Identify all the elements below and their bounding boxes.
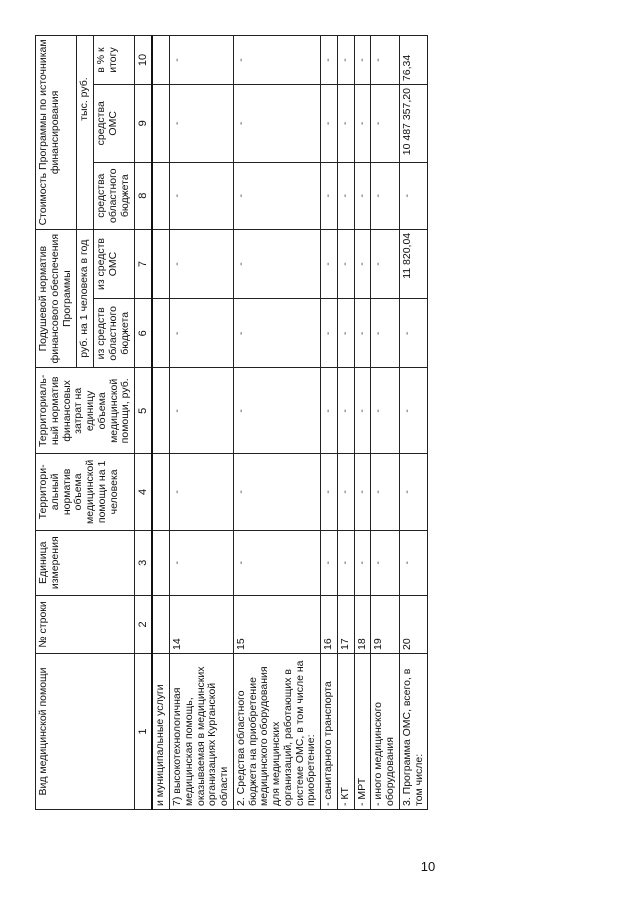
row-v8: - (354, 162, 371, 229)
row-kind: 7) высокотехнологичная медицинская помощь, оказываемая в медицинских организациях Курганской области (170, 653, 234, 809)
header-cost-blank (76, 162, 93, 229)
row-v8: - (371, 162, 400, 229)
header-per-capita-oms: из средств ОМС (94, 229, 135, 298)
row-v4: - (337, 454, 354, 530)
row-v10: - (337, 36, 354, 85)
column-number: 8 (135, 162, 153, 229)
row-unit: - (321, 530, 338, 595)
row-kind: - МРТ (354, 653, 371, 809)
row-unit: - (170, 530, 234, 595)
header-per-capita-unit: руб. на 1 человека в год (76, 229, 93, 368)
table-row (233, 36, 320, 810)
header-cost-budget: средства областного бюджета (94, 162, 135, 229)
column-number-row (135, 36, 153, 810)
row-no: 19 (371, 595, 400, 653)
column-number: 10 (135, 36, 153, 85)
row-v4: - (399, 454, 428, 530)
row-kind: - санитарного транспорта (321, 653, 338, 809)
header-per-capita: Подушевой норматив финансового обеспечения Программы (36, 229, 77, 368)
row-v5: - (371, 368, 400, 454)
row-v8 (152, 162, 169, 229)
header-norm-cost: Территориаль-ный норматив финансовых затрат на единицу объема медицинской помощи, руб. (36, 368, 135, 454)
row-v6: - (233, 299, 320, 368)
column-number: 5 (135, 368, 153, 454)
row-v9 (152, 85, 169, 162)
row-v8: - (170, 162, 234, 229)
row-v5: - (354, 368, 371, 454)
row-no: 18 (354, 595, 371, 653)
row-v9: - (337, 85, 354, 162)
table-row (170, 36, 234, 810)
row-v5: - (321, 368, 338, 454)
row-v6: - (371, 299, 400, 368)
row-v7: - (233, 229, 320, 298)
table-row (354, 36, 371, 810)
row-v5 (152, 368, 169, 454)
header-row-no: № строки (36, 595, 135, 653)
table-row (371, 36, 400, 810)
row-v6: - (321, 299, 338, 368)
header-cost-oms: средства ОМС (94, 85, 135, 162)
row-v9: - (321, 85, 338, 162)
row-v4: - (371, 454, 400, 530)
row-kind: 3. Программа ОМС, всего, в том числе: (399, 653, 428, 809)
row-v5: - (399, 368, 428, 454)
header-cost: Стоимость Программы по источникам финансирования (36, 36, 77, 230)
row-v4 (152, 454, 169, 530)
column-number: 6 (135, 299, 153, 368)
header-norm-volume: Территори-альный норматив объема медицинской помощи на 1 человека (36, 454, 135, 530)
page-number: 10 (420, 859, 436, 874)
row-v9: - (354, 85, 371, 162)
row-v4: - (170, 454, 234, 530)
table-row (337, 36, 354, 810)
row-no: 17 (337, 595, 354, 653)
row-v7: 11 820,04 (399, 229, 428, 298)
row-no (152, 595, 169, 653)
header-unit: Единица измерения (36, 530, 135, 595)
header-per-capita-budget: из средств областного бюджета (94, 299, 135, 368)
table-row (399, 36, 428, 810)
row-v7 (152, 229, 169, 298)
table-row (152, 36, 169, 810)
row-v5: - (337, 368, 354, 454)
row-v8: - (399, 162, 428, 229)
row-no: 16 (321, 595, 338, 653)
row-v10: - (170, 36, 234, 85)
row-v6: - (354, 299, 371, 368)
row-v9: - (371, 85, 400, 162)
header-row-1 (36, 36, 77, 810)
row-v10 (152, 36, 169, 85)
row-unit: - (354, 530, 371, 595)
row-v9: - (170, 85, 234, 162)
row-v10: - (321, 36, 338, 85)
row-v9: 10 487 357,20 (399, 85, 428, 162)
table-row (321, 36, 338, 810)
row-no: 20 (399, 595, 428, 653)
column-number: 4 (135, 454, 153, 530)
header-cost-unit: тыс. руб. (76, 36, 93, 163)
row-kind: и муниципальные услуги (152, 653, 169, 809)
row-unit: - (371, 530, 400, 595)
row-v6: - (170, 299, 234, 368)
row-v7: - (170, 229, 234, 298)
row-kind: 2. Средства областного бюджета на приобретение медицинского оборудования для медицинских организаций, работающих в системе ОМС, в том числе на приобретение: (233, 653, 320, 809)
row-no: 14 (170, 595, 234, 653)
row-v5: - (170, 368, 234, 454)
row-v10: - (354, 36, 371, 85)
row-v8: - (337, 162, 354, 229)
row-v5: - (233, 368, 320, 454)
row-unit: - (233, 530, 320, 595)
row-v10: 76,34 (399, 36, 428, 85)
column-number: 7 (135, 229, 153, 298)
row-unit (152, 530, 169, 595)
header-cost-pct: в % к итогу (94, 36, 135, 85)
program-cost-table (35, 35, 428, 810)
row-unit: - (399, 530, 428, 595)
row-kind: - иного медицинского оборудования (371, 653, 400, 809)
row-v6: - (399, 299, 428, 368)
row-v4: - (233, 454, 320, 530)
header-kind: Вид медицинской помощи (36, 653, 135, 809)
row-v7: - (337, 229, 354, 298)
row-v10: - (371, 36, 400, 85)
column-number: 3 (135, 530, 153, 595)
column-number: 9 (135, 85, 153, 162)
column-number: 1 (135, 653, 153, 809)
row-kind: - КТ (337, 653, 354, 809)
row-no: 15 (233, 595, 320, 653)
row-v9: - (233, 85, 320, 162)
row-unit: - (337, 530, 354, 595)
row-v6 (152, 299, 169, 368)
row-v7: - (371, 229, 400, 298)
row-v8: - (233, 162, 320, 229)
row-v4: - (321, 454, 338, 530)
row-v10: - (233, 36, 320, 85)
row-v8: - (321, 162, 338, 229)
row-v7: - (321, 229, 338, 298)
row-v6: - (337, 299, 354, 368)
row-v4: - (354, 454, 371, 530)
column-number: 2 (135, 595, 153, 653)
row-v7: - (354, 229, 371, 298)
